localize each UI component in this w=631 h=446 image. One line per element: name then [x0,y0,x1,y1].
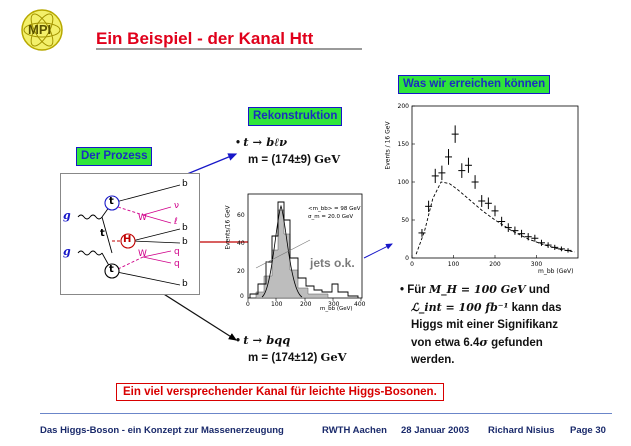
bullet: • [236,335,241,347]
small-xtick-200: 200 [300,301,312,308]
mass1-err: 9) [300,154,311,166]
label-b3: b [182,237,188,247]
small-legend-1: <m_bb> = 98 GeV [308,206,361,212]
result-statement [400,281,610,369]
small-ytick-0: 0 [240,293,244,300]
label-l: ℓ [174,217,178,227]
mass2-unit: GeV [320,350,347,364]
label-q1: q [174,247,180,257]
x-tick-label: 300 [530,261,543,268]
bullet: • [236,137,241,149]
box-rekonstruktion: Rekonstruktion [248,107,342,126]
result-line5: werden. [411,354,455,366]
result-line4-prefix: von etwa 6.4 [411,337,480,349]
footer-author: Richard Nisius [488,425,555,436]
y-tick-label: 0 [405,255,409,262]
small-xtick-0: 0 [246,301,250,308]
label-t-mid: t [100,228,105,239]
decay-hadronic: t → bqq [243,333,291,347]
footer-page: Page 30 [570,425,606,436]
label-b1: b [182,179,188,189]
x-tick-label: 0 [410,261,414,268]
mass1-unit: GeV [314,152,341,166]
box-was-wir-erreichen: Was wir erreichen können [398,75,550,94]
bullet: • [400,284,405,296]
reco-bottom [236,332,347,366]
mass1-pm: ± [294,154,301,166]
small-ylabel: Events/16 GeV [224,205,232,250]
result-line3: Higgs mit einer Signifikanz [411,319,558,331]
label-W1: W [138,213,147,223]
label-q2: q [174,259,180,269]
label-b4: b [182,279,188,289]
label-W2: W [138,249,147,259]
small-ytick-20: 20 [237,268,245,275]
x-tick-label: 100 [447,261,460,268]
small-xtick-400: 400 [354,301,366,308]
label-t-bot: t [109,264,114,275]
box-der-prozess: Der Prozess [76,147,152,166]
slide-title: Ein Beispiel - der Kanal Htt [96,29,314,48]
label-b2: b [182,223,188,233]
mass2-prefix: m = (174 [248,352,295,364]
y-tick-label: 100 [397,179,409,186]
result-line4-suffix: gefunden [491,337,543,349]
label-t-top: t [109,196,114,207]
small-ytick-60: 60 [237,212,245,219]
result-luminosity: ℒ_int = 100 fb⁻¹ [411,301,509,314]
result-line2-suffix: kann das [511,302,562,314]
small-xlabel: m_bb (GeV) [320,306,353,312]
big-ylabel: Events / 16 GeV [384,121,392,170]
result-line1-suffix: und [528,284,550,296]
label-H: H [123,234,132,245]
result-sigma: σ [479,335,488,349]
decay-leptonic: t → bℓν [243,135,288,149]
footer-institute: RWTH Aachen [322,425,387,436]
label-g2: g [63,245,71,258]
mass1-prefix: m = (174 [248,154,295,166]
result-line1-prefix: Für [407,284,426,296]
footer-date: 28 Januar 2003 [401,425,470,436]
plot-frame [412,106,578,258]
y-tick-label: 200 [397,103,409,110]
result-mass-h: M_H = 100 GeV [428,283,526,296]
small-ytick-40: 40 [237,240,245,247]
x-tick-label: 200 [489,261,501,268]
small-xtick-100: 100 [271,301,283,308]
significance-chart [386,96,586,276]
y-tick-label: 150 [397,141,409,148]
mass2-err: 12) [300,352,318,364]
small-legend-2: σ_m = 20.0 GeV [308,214,354,220]
label-g1: g [63,209,71,222]
footer-title: Das Higgs-Boson - ein Konzept zur Massenerzeugung [40,425,284,436]
footer-rule [40,413,612,414]
big-xlabel: m_bb (GeV) [538,268,574,275]
mass2-pm: ± [294,352,301,364]
conclusion-box: Ein viel versprechender Kanal für leichte Higgs-Bosonen. [116,383,444,401]
jets-ok-annotation: jets o.k. [310,256,355,270]
small-xtick-300: 300 [328,301,340,308]
feynman-diagram [60,173,200,295]
logo-text: MPI [28,22,52,37]
reco-top [236,134,340,168]
small-histogram [224,180,370,312]
label-nu: ν [174,201,180,211]
y-tick-label: 50 [401,217,409,224]
